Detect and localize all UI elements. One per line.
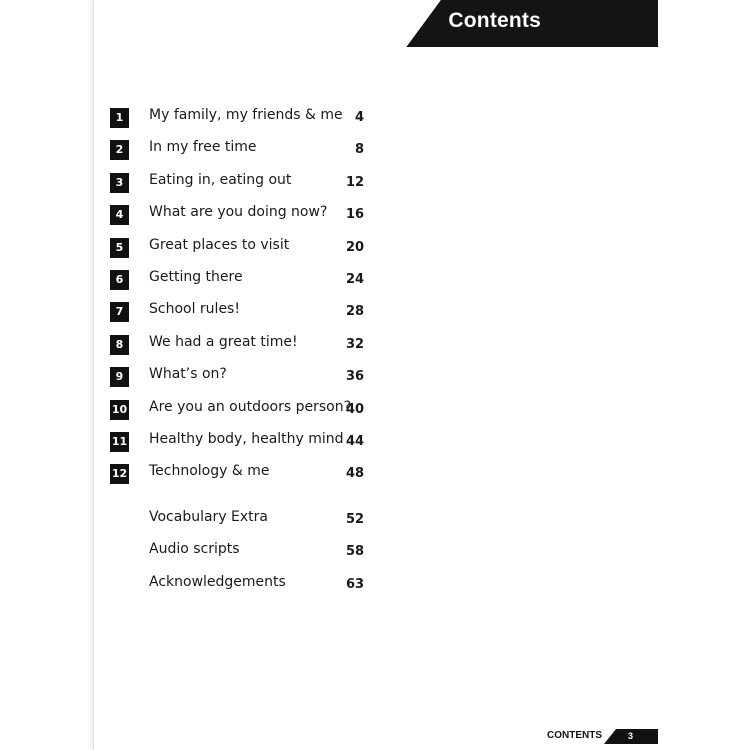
unit-row-2[interactable] [108,136,408,168]
unit-number-badge: 6 [110,270,129,290]
extra-page-number: 58 [346,544,365,560]
unit-row-9[interactable] [108,363,408,395]
footer-label: CONTENTS [547,730,602,741]
unit-row-6[interactable] [108,266,408,298]
unit-title: Are you an outdoors person? [149,398,352,415]
unit-title: Eating in, eating out [149,171,292,188]
unit-number-badge: 10 [110,400,129,420]
unit-title: My family, my friends & me [149,107,343,123]
extra-row-acknowledgements[interactable] [108,571,408,603]
extra-title: Audio scripts [149,541,240,558]
unit-number-badge: 2 [110,140,129,160]
header-notch [94,0,441,47]
extras-list [108,506,408,603]
unit-title: Healthy body, healthy mind [149,430,344,447]
extra-row-audio-scripts[interactable] [108,538,408,570]
unit-row-12[interactable] [108,460,408,492]
unit-row-10[interactable] [108,396,408,428]
unit-title: Technology & me [149,463,270,480]
unit-page-number: 44 [346,433,365,449]
extra-page-number: 63 [346,576,365,592]
unit-title: Getting there [149,268,243,285]
extra-page-number: 52 [346,512,365,527]
unit-number-badge: 3 [110,173,129,193]
book-page [93,0,658,750]
unit-number-badge: 5 [110,238,129,258]
unit-row-3[interactable] [108,169,408,201]
unit-number-badge: 8 [110,335,129,355]
unit-number-badge: 9 [110,367,129,387]
unit-page-number: 8 [354,142,364,158]
unit-row-8[interactable] [108,331,408,363]
unit-page-number: 32 [346,336,365,352]
unit-page-number: 20 [346,239,365,255]
extra-title: Acknowledgements [149,573,286,590]
extra-row-vocabulary[interactable] [108,506,408,538]
unit-row-11[interactable] [108,428,408,460]
unit-row-5[interactable] [108,234,408,266]
page-footer [548,729,658,744]
contents-list [108,104,408,493]
unit-page-number: 24 [346,271,365,287]
unit-page-number: 40 [346,401,365,417]
unit-title: School rules! [149,301,240,318]
unit-page-number: 16 [346,207,365,223]
unit-title: In my free time [149,139,257,156]
unit-page-number: 36 [346,369,365,385]
unit-page-number: 12 [346,174,365,190]
unit-number-badge: 1 [110,108,129,128]
unit-row-7[interactable] [108,298,408,330]
unit-title: What’s on? [149,366,227,383]
unit-number-badge: 11 [110,432,129,452]
unit-page-number: 4 [354,110,364,125]
unit-number-badge: 7 [110,302,129,322]
unit-row-1[interactable] [108,104,408,136]
page-title: Contents [448,9,541,32]
unit-page-number: 48 [346,466,365,482]
unit-number-badge: 4 [110,205,129,225]
footer-page-number: 3 [627,731,633,741]
extra-title: Vocabulary Extra [149,509,269,525]
unit-title: Great places to visit [149,236,290,253]
unit-title: What are you doing now? [149,204,328,221]
unit-number-badge: 12 [110,464,129,484]
unit-page-number: 28 [346,304,365,320]
unit-row-4[interactable] [108,201,408,233]
unit-title: We had a great time! [149,333,298,350]
